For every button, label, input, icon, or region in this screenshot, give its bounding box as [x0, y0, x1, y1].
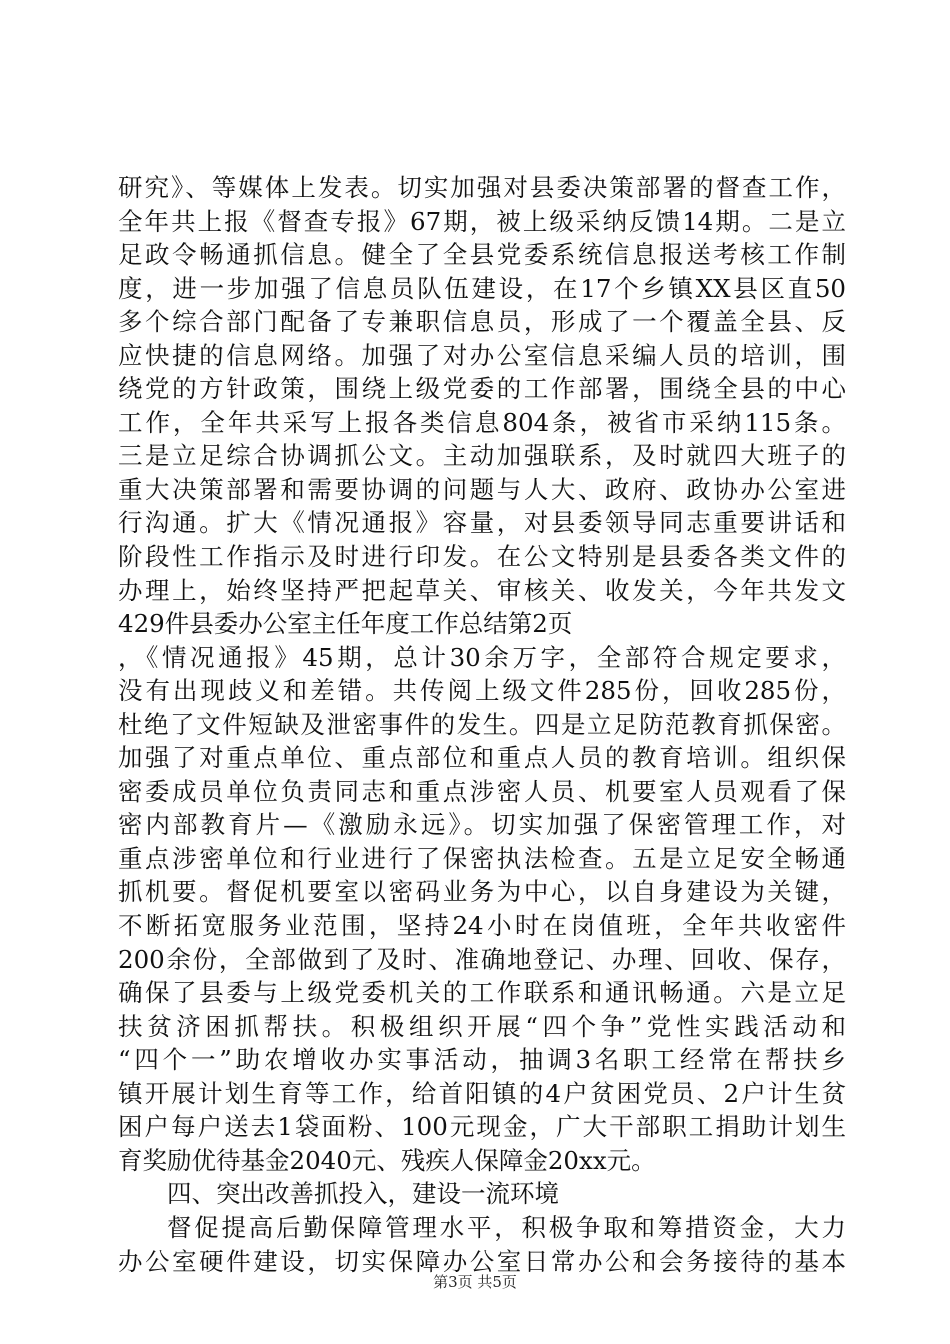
text-line-11: 行沟通。扩大《情况通报》容量，对县委领导同志重要讲话和	[118, 508, 846, 538]
text-line-22: 抓机要。督促机要室以密码业务为中心，以自身建设为关键，	[118, 877, 846, 907]
body-text	[118, 171, 846, 1278]
text-line-17: 杜绝了文件短缺及泄密事件的发生。四是立足防范教育抓保密。	[118, 709, 846, 739]
text-line-30: 育奖励优待基金2040元、残疾人保障金20xx元。	[118, 1145, 656, 1175]
text-line-15: ，《情况通报》45期，总计30余万字，全部符合规定要求，	[118, 642, 846, 672]
page-footer	[0, 1272, 950, 1292]
text-line-10: 重大决策部署和需要协调的问题与人大、政府、政协办公室进	[118, 474, 846, 504]
text-line-6: 应快捷的信息网络。加强了对办公室信息采编人员的培训，围	[118, 340, 846, 370]
text-line-21: 重点涉密单位和行业进行了保密执法检查。五是立足安全畅通	[118, 843, 846, 873]
text-line-20: 密内部教育片—《激励永远》。切实加强了保密管理工作，对	[118, 810, 846, 840]
text-line-28: 镇开展计划生育等工作，给首阳镇的4户贫困党员、2户计生贫	[118, 1078, 846, 1108]
text-line-19: 密委成员单位负责同志和重点涉密人员、机要室人员观看了保	[118, 776, 846, 806]
text-line-18: 加强了对重点单位、重点部位和重点人员的教育培训。组织保	[118, 743, 846, 773]
text-line-9: 三是立足综合协调抓公文。主动加强联系，及时就四大班子的	[118, 441, 846, 471]
section-heading: 四、突出改善抓投入，建设一流环境	[167, 1179, 559, 1209]
text-line-29: 困户每户送去1袋面粉、100元现金，广大干部职工捐助计划生	[118, 1112, 846, 1142]
text-line-2: 全年共上报《督查专报》67期，被上级采纳反馈14期。二是立	[118, 206, 846, 236]
text-line-25: 确保了县委与上级党委机关的工作联系和通讯畅通。六是立足	[118, 978, 846, 1008]
text-line-23: 不断拓宽服务业范围，坚持24小时在岗值班，全年共收密件	[118, 911, 846, 941]
text-line-1: 研究》、等媒体上发表。切实加强对县委决策部署的督查工作，	[118, 173, 846, 202]
text-line-32: 督促提高后勤保障管理水平，积极争取和筹措资金，大力	[167, 1212, 846, 1242]
text-line-3: 足政令畅通抓信息。健全了全县党委系统信息报送考核工作制	[118, 240, 846, 270]
text-line-8: 工作，全年共采写上报各类信息804条，被省市采纳115条。	[118, 407, 846, 437]
text-line-24: 200余份，全部做到了及时、准确地登记、办理、回收、保存，	[118, 944, 846, 974]
text-line-12: 阶段性工作指示及时进行印发。在公文特别是县委各类文件的	[118, 542, 846, 572]
text-line-14: 429件县委办公室主任年度工作总结第2页	[118, 609, 573, 639]
text-line-26: 扶贫济困抓帮扶。积极组织开展“四个争”党性实践活动和	[118, 1011, 846, 1041]
text-line-16: 没有出现歧义和差错。共传阅上级文件285份，回收285份，	[118, 676, 846, 706]
text-line-4: 度，进一步加强了信息员队伍建设，在17个乡镇XX县区直50	[118, 273, 846, 303]
text-line-33: 办公室硬件建设，切实保障办公室日常办公和会务接待的基本	[118, 1246, 846, 1276]
page-number-label: 第3页 共5页	[433, 1273, 517, 1291]
text-line-13: 办理上，始终坚持严把起草关、审核关、收发关，今年共发文	[118, 575, 846, 605]
text-line-7: 绕党的方针政策，围绕上级党委的工作部署，围绕全县的中心	[118, 374, 846, 404]
text-line-5: 多个综合部门配备了专兼职信息员，形成了一个覆盖全县、反	[118, 307, 846, 337]
text-line-27: “四个一”助农增收办实事活动，抽调3名职工经常在帮扶乡	[118, 1045, 846, 1075]
